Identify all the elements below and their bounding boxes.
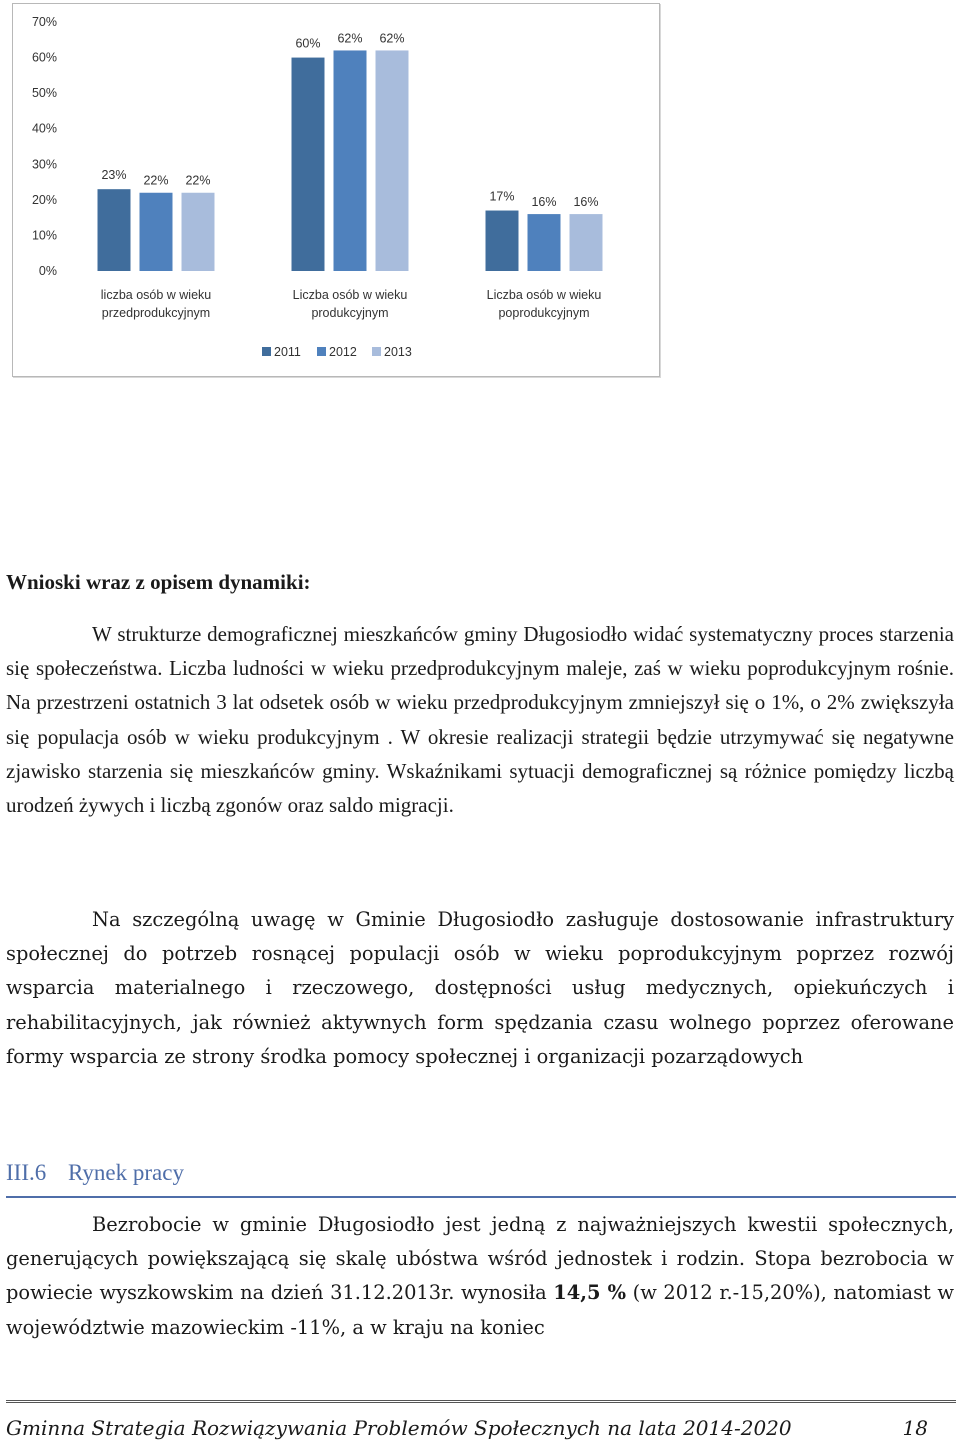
footer-title: Gminna Strategia Rozwiązywania Problemów Społecznych na lata 2014-2020	[6, 1416, 792, 1440]
page-number: 18	[902, 1416, 928, 1440]
y-tick-label: 0%	[38, 264, 57, 278]
legend-label: 2012	[329, 345, 357, 359]
subsection-title: Rynek pracy	[68, 1160, 184, 1185]
y-tick-label: 30%	[31, 157, 57, 172]
bar-2012	[140, 193, 173, 271]
data-label: 16%	[531, 195, 557, 210]
data-label: 22%	[143, 173, 169, 188]
category-label: produkcyjnym	[311, 306, 389, 320]
bar-2012	[334, 50, 367, 271]
bar-2011	[486, 211, 519, 271]
chart-canvas	[13, 4, 659, 376]
y-tick-label: 60%	[31, 50, 57, 65]
data-label: 62%	[379, 31, 405, 46]
bar-2011	[292, 58, 325, 271]
data-label: 62%	[337, 31, 363, 46]
category-label: Liczba osób w wieku	[486, 288, 602, 302]
y-tick-label: 20%	[31, 192, 57, 207]
paragraph-2-text: Na szczególną uwagę w Gminie Długosiodło zasługuje dostosowanie infrastruktury społecznej do potrzeb rosnącej populacji osób w wieku poprodukcyjnym poprzez rozwój wsparcia materialnego i rzeczowego, dostępności usług medycznych, opiekuńczych i rehabilitacyjnych, jak również aktywnych form spędzania czasu wolnego poprzez oferowane formy wsparcia ze strony środka pomocy społecznej i organizacji pozarządowych	[6, 908, 954, 1068]
bar-2012	[528, 214, 561, 271]
bar-2013	[182, 193, 215, 271]
y-tick-label: 70%	[31, 15, 57, 29]
legend-swatch-2011	[262, 347, 271, 356]
y-tick-label: 40%	[31, 121, 57, 136]
paragraph-1-text: W strukturze demograficznej mieszkańców gminy Długosiodło widać systematyczny proces starzenia się społeczeństwa. Liczba ludności w wieku przedprodukcyjnym maleje, zaś w wieku poprodukcyjnym rośnie. Na przestrzeni ostatnich 3 lat odsetek osób w wieku przedprodukcyjnym zmniejszył się o 1%, o 2% zwiększyła się populacja osób w wieku produkcyjnym . W okresie realizacji strategii będzie utrzymywać się negatywne zjawisko starzenia się mieszkańców gminy. Wskaźnikami sytuacji demograficznej są różnice pomiędzy liczbą urodzeń żywych i liczbą zgonów oraz saldo migracji.	[6, 622, 954, 818]
paragraph-3-before: Bezrobocie w gminie Długosiodło jest jedną z najważniejszych kwestii społecznych, generujących powiększającą się skalę ubóstwa wśród jednostek i rodzin. Stopa bezrobocia w powiecie wyszkowskim na dzień 31.12.2013r. wynosiła	[6, 1213, 954, 1305]
subsection-number: III.6	[6, 1160, 47, 1185]
category-label: przedprodukcyjnym	[101, 306, 211, 320]
legend-swatch-2012	[317, 347, 326, 356]
data-label: 22%	[185, 173, 211, 188]
legend-label: 2013	[384, 345, 412, 359]
data-label: 17%	[489, 189, 515, 204]
data-label: 16%	[573, 195, 599, 210]
paragraph-infrastructure	[6, 903, 954, 1074]
paragraph-unemployment	[6, 1208, 954, 1345]
paragraph-demographics	[6, 617, 954, 822]
page-footer	[6, 1416, 928, 1440]
section-heading: Wnioski wraz z opisem dynamiki:	[6, 570, 311, 594]
y-tick-label: 50%	[31, 86, 57, 101]
unemployment-rate-value: 14,5 %	[553, 1281, 627, 1305]
bar-2013	[570, 214, 603, 271]
data-label: 23%	[101, 168, 127, 183]
category-label: liczba osób w wieku	[100, 288, 212, 302]
bar-2013	[376, 50, 409, 271]
legend-swatch-2013	[372, 347, 381, 356]
data-label: 60%	[295, 36, 321, 51]
bar-2011	[98, 189, 131, 271]
footer-divider	[6, 1400, 956, 1403]
y-tick-label: 10%	[31, 228, 57, 243]
paragraph-3-after: (w 2012 r.-15,20%), natomiast w województwie mazowieckim -11%, a w kraju na koniec	[6, 1281, 955, 1339]
category-label: Liczba osób w wieku	[292, 288, 408, 302]
bar-chart	[12, 3, 660, 377]
legend-label: 2011	[274, 345, 301, 359]
category-label: poprodukcyjnym	[498, 306, 590, 320]
subsection-heading	[6, 1160, 956, 1198]
